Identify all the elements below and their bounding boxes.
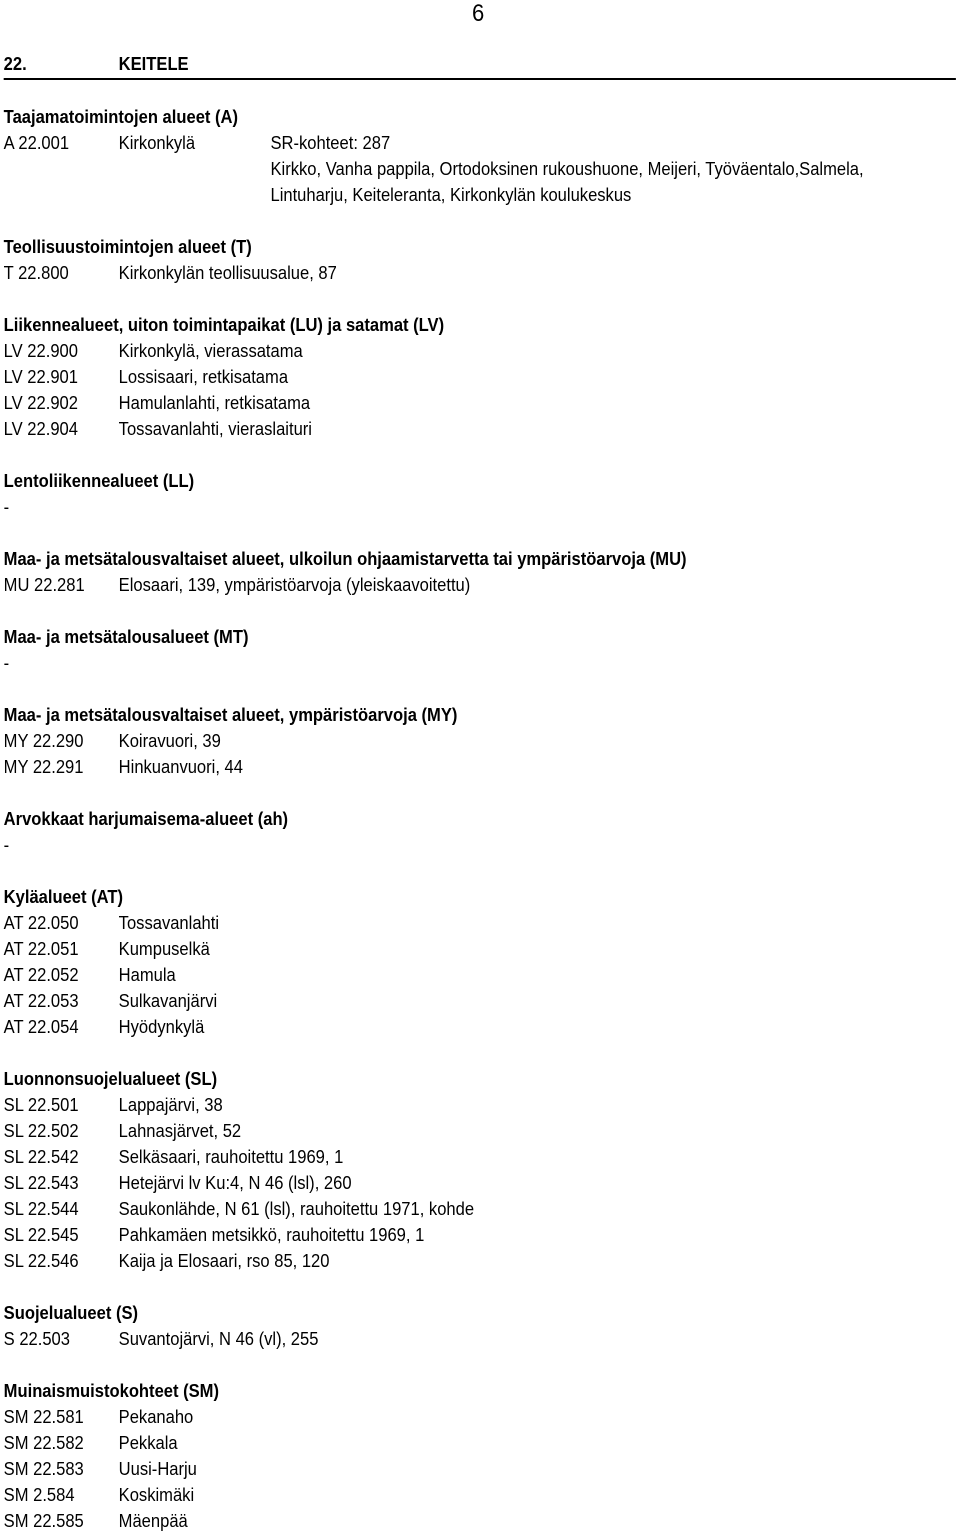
entry-code: LV 22.904 — [3, 419, 78, 439]
entry-code: MY 22.291 — [3, 757, 84, 777]
entry-name: Koiravuori, 39 — [118, 731, 221, 751]
section-heading: Suojelualueet (S) — [3, 1303, 139, 1323]
entry-code: AT 22.054 — [3, 1017, 79, 1037]
entry-code: MY 22.290 — [3, 731, 84, 751]
entry-code: SM 22.585 — [3, 1511, 84, 1531]
section-heading: Taajamatoimintojen alueet (A) — [3, 107, 239, 127]
entry-name: Hyödynkylä — [118, 1017, 205, 1037]
entry-name: Lossisaari, retkisatama — [118, 367, 289, 387]
entry-name: Pahkamäen metsikkö, rauhoitettu 1969, 1 — [118, 1225, 425, 1245]
entry-name: Lahnasjärvet, 52 — [118, 1121, 242, 1141]
entry-code: AT 22.052 — [3, 965, 79, 985]
empty-dash: - — [3, 835, 10, 855]
section-heading: Maa- ja metsätalousalueet (MT) — [3, 627, 249, 647]
entry-name: Sulkavanjärvi — [118, 991, 218, 1011]
entry-code: SM 22.581 — [3, 1407, 84, 1427]
heading-rule — [4, 78, 956, 80]
entry-code: A 22.001 — [3, 133, 70, 153]
section-heading: Lentoliikennealueet (LL) — [3, 471, 195, 491]
page-number: 6 — [471, 0, 485, 27]
entry-name: Kumpuselkä — [118, 939, 210, 959]
section-heading: Arvokkaat harjumaisema-alueet (ah) — [3, 809, 289, 829]
entry-code: LV 22.901 — [3, 367, 78, 387]
entry-name: Suvantojärvi, N 46 (vl), 255 — [118, 1329, 319, 1349]
entry-code: T 22.800 — [3, 263, 69, 283]
entry-code: SM 2.584 — [3, 1485, 75, 1505]
entry-code: SL 22.546 — [3, 1251, 79, 1271]
entry-name: Hamulanlahti, retkisatama — [118, 393, 311, 413]
section-heading: Kyläalueet (AT) — [3, 887, 124, 907]
entry-code: SL 22.543 — [3, 1173, 79, 1193]
empty-dash: - — [3, 653, 10, 673]
entry-name: Selkäsaari, rauhoitettu 1969, 1 — [118, 1147, 344, 1167]
entry-code: SL 22.544 — [3, 1199, 79, 1219]
entry-name: Hetejärvi lv Ku:4, N 46 (lsl), 260 — [118, 1173, 352, 1193]
entry-name: Hamula — [118, 965, 176, 985]
entry-code: MU 22.281 — [3, 575, 85, 595]
entry-code: SL 22.502 — [3, 1121, 79, 1141]
entry-name: Tossavanlahti, vieraslaituri — [118, 419, 312, 439]
chapter-title: KEITELE — [118, 54, 189, 74]
entry-code: SM 22.582 — [3, 1433, 84, 1453]
continuation-text: Kirkko, Vanha pappila, Ortodoksinen rukoushuone, Meijeri, Työväentalo,Salmela, — [270, 159, 864, 179]
empty-dash: - — [3, 497, 10, 517]
entry-code: AT 22.053 — [3, 991, 79, 1011]
section-heading: Maa- ja metsätalousvaltaiset alueet, ympäristöarvoja (MY) — [3, 705, 458, 725]
chapter-number: 22. — [3, 54, 27, 74]
entry-name: Kirkonkylä, vierassatama — [118, 341, 303, 361]
entry-name: Kirkonkylä — [118, 133, 196, 153]
entry-name: Kaija ja Elosaari, rso 85, 120 — [118, 1251, 330, 1271]
entry-code: SL 22.542 — [3, 1147, 79, 1167]
entry-name: Mäenpää — [118, 1511, 188, 1531]
entry-name: Uusi-Harju — [118, 1459, 197, 1479]
entry-name: Tossavanlahti — [118, 913, 220, 933]
continuation-text: Lintuharju, Keiteleranta, Kirkonkylän koulukeskus — [270, 185, 632, 205]
entry-name: Koskimäki — [118, 1485, 195, 1505]
entry-extra: SR-kohteet: 287 — [270, 133, 391, 153]
entry-name: Lappajärvi, 38 — [118, 1095, 223, 1115]
entry-name: Hinkuanvuori, 44 — [118, 757, 243, 777]
entry-code: S 22.503 — [3, 1329, 70, 1349]
section-heading: Teollisuustoimintojen alueet (T) — [3, 237, 252, 257]
entry-code: LV 22.900 — [3, 341, 78, 361]
section-heading: Luonnonsuojelualueet (SL) — [3, 1069, 218, 1089]
entry-name: Kirkonkylän teollisuusalue, 87 — [118, 263, 337, 283]
entry-name: Elosaari, 139, ympäristöarvoja (yleiskaavoitettu) — [118, 575, 471, 595]
entry-code: SL 22.501 — [3, 1095, 79, 1115]
entry-code: SM 22.583 — [3, 1459, 84, 1479]
entry-code: AT 22.050 — [3, 913, 79, 933]
section-heading: Muinaismuistokohteet (SM) — [3, 1381, 219, 1401]
section-heading: Liikennealueet, uiton toimintapaikat (LU) ja satamat (LV) — [3, 315, 445, 335]
entry-name: Pekkala — [118, 1433, 178, 1453]
entry-code: SL 22.545 — [3, 1225, 79, 1245]
entry-code: AT 22.051 — [3, 939, 79, 959]
entry-name: Pekanaho — [118, 1407, 194, 1427]
section-heading: Maa- ja metsätalousvaltaiset alueet, ulkoilun ohjaamistarvetta tai ympäristöarvoja (MU) — [3, 549, 687, 569]
entry-name: Saukonlähde, N 61 (lsl), rauhoitettu 1971, kohde — [118, 1199, 475, 1219]
entry-code: LV 22.902 — [3, 393, 78, 413]
